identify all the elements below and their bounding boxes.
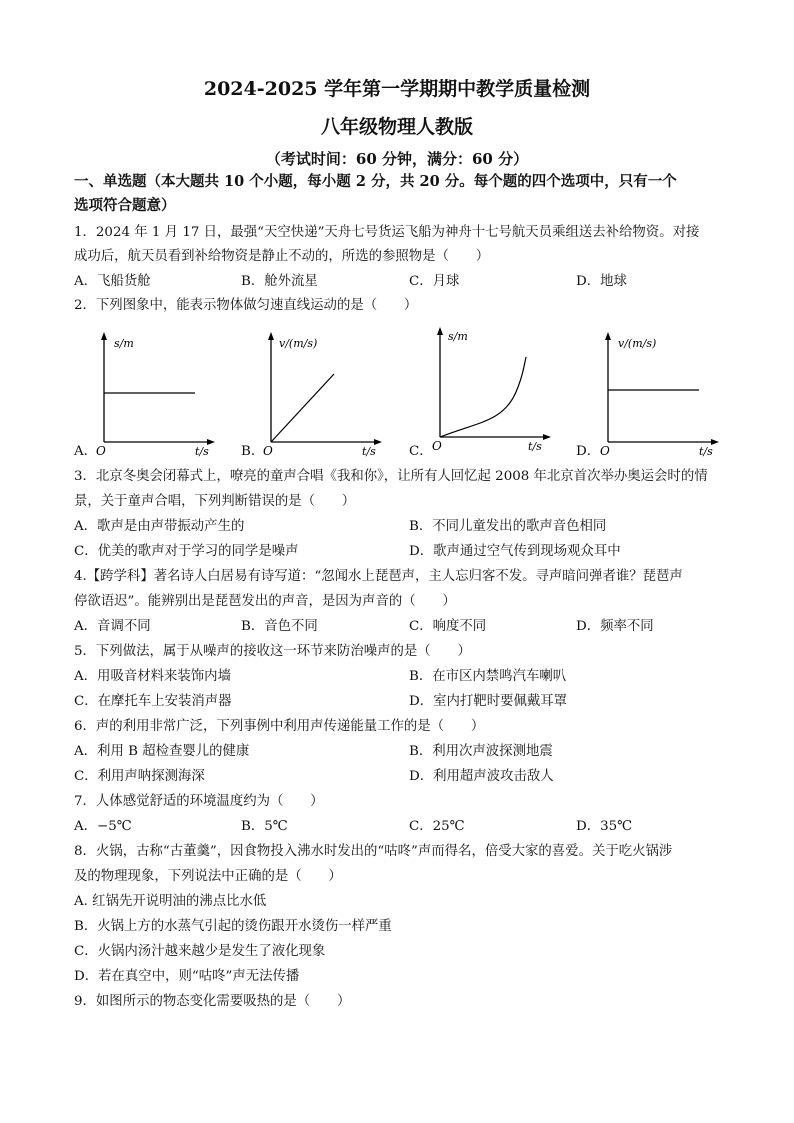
q6-stem: 6．声的利用非常广泛，下列事例中利用声传递能量工作的是（ ） [74,719,485,734]
exam-info: （考试时间：60 分钟，满分：60 分） [265,150,529,168]
q2-graph-b-xlabel: t/s [362,445,376,457]
q8-stem-line2: 及的物理现象，下列说法中正确的是（ ） [74,869,342,884]
q2-graph-c-letter: C． [409,444,433,459]
q3-option-a: A．歌声是由声带振动产生的 [74,519,245,534]
q2-graph-a-ylabel: s/m [114,337,134,350]
q6-option-c: C．利用声呐探测海深 [74,769,205,784]
q3-stem-line2: 景，关于童声合唱，下列判断错误的是（ ） [74,494,356,509]
q4-stem-line1: 4.【跨学科】著名诗人白居易有诗写道：“忽闻水上琵琶声，主人忘归客不发。寻声暗问弹者谁？琵琶声 [74,569,683,584]
q4-option-d: D．频率不同 [576,619,654,634]
q2-graph-a [82,322,222,457]
q7-option-d: D．35℃ [576,819,633,834]
q8-option-c: C．火锅内汤汁越来越少是发生了液化现象 [74,944,326,959]
q2-graph-d-ylabel: v/(m/s) [618,337,657,350]
q2-graph-c-xlabel: t/s [528,440,542,453]
q6-option-a: A．利用 B 超检查婴儿的健康 [74,744,250,759]
q7-option-b: B．5℃ [241,819,288,834]
q4-option-b: B．音色不同 [241,619,318,634]
q2-stem: 2．下列图象中，能表示物体做匀速直线运动的是（ ） [74,298,418,313]
q1-stem-line2: 成功后，航天员看到补给物资是静止不动的，所选的参照物是（ ） [74,249,490,264]
q3-option-d: D．歌声通过空气传到现场观众耳中 [409,544,621,559]
q6-option-b: B．利用次声波探测地震 [409,744,553,759]
q7-stem: 7．人体感觉舒适的环境温度约为（ ） [74,794,324,809]
q5-option-b: B．在市区内禁鸣汽车喇叭 [409,669,567,684]
q5-stem: 5．下列做法，属于从噪声的接收这一环节来防治噪声的是（ ） [74,644,471,659]
exam-subtitle: 八年级物理人教版 [320,116,473,138]
q2-graph-d-xlabel: t/s [699,445,713,457]
q1-option-b: B．舱外流星 [241,274,318,289]
q7-option-a: A．−5℃ [74,819,132,834]
q6-option-d: D．利用超声波攻击敌人 [409,769,554,784]
q2-graph-a-xlabel: t/s [195,445,209,457]
section-heading-line1: 一、单选题（本大题共 10 个小题，每小题 2 分，共 20 分。每个题的四个选项中，只有一个 [74,173,677,190]
q2-graph-d [586,322,726,457]
q2-graph-c [418,322,558,457]
section-heading-line2: 选项符合题意） [74,197,176,214]
q4-stem-line2: 停欲语迟”。能辨别出是琵琶发出的声音，是因为声音的（ ） [74,594,456,609]
q2-graph-b-origin: O [263,444,273,457]
q1-stem-line1: 1．2024 年 1 月 17 日，最强“天空快递”天舟七号货运飞船为神舟十七号航天员乘组送去补给物资。对接 [74,225,700,240]
q1-option-d: D．地球 [576,274,627,289]
q9-stem: 9．如图所示的物态变化需要吸热的是（ ） [74,994,351,1009]
q2-graph-b [249,322,389,457]
q4-option-a: A．音调不同 [74,619,151,634]
q2-graph-a-origin: O [96,444,106,457]
q2-graph-a-letter: A． [74,444,98,459]
q4-option-c: C．响度不同 [409,619,487,634]
q1-option-a: A．飞船货舱 [74,274,151,289]
q8-stem-line1: 8．火锅，古称“古董羹”，因食物投入沸水时发出的“咕咚”声而得名，倍受大家的喜爱。关于吃火锅涉 [74,844,673,859]
q3-option-c: C．优美的歌声对于学习的同学是噪声 [74,544,299,559]
q5-option-d: D．室内打靶时要佩戴耳罩 [409,694,568,709]
q2-graph-d-letter: D． [576,444,601,459]
q3-stem-line1: 3．北京冬奥会闭幕式上，嘹亮的童声合唱《我和你》，让所有人回忆起 2008 年北京首次举办奥运会时的情 [74,469,708,484]
q2-graph-d-origin: O [600,444,610,457]
q1-option-c: C．月球 [409,274,460,289]
q2-graph-c-origin: O [432,439,442,453]
q8-option-d: D．若在真空中，则“咕咚”声无法传播 [74,969,300,984]
q2-graph-b-ylabel: v/(m/s) [279,337,318,350]
q5-option-c: C．在摩托车上安装消声器 [74,694,232,709]
exam-title: 2024-2025 学年第一学期期中教学质量检测 [203,78,591,100]
q3-option-b: B．不同儿童发出的歌声音色相同 [409,519,607,534]
q8-option-a: A. 红锅先开说明油的沸点比水低 [74,894,267,909]
q2-graph-c-ylabel: s/m [448,330,468,343]
q2-graph-b-letter: B． [241,444,265,459]
q7-option-c: C．25℃ [409,819,465,834]
q5-option-a: A．用吸音材料来装饰内墙 [74,669,231,684]
q8-option-b: B．火锅上方的水蒸气引起的烫伤跟开水烫伤一样严重 [74,919,392,934]
